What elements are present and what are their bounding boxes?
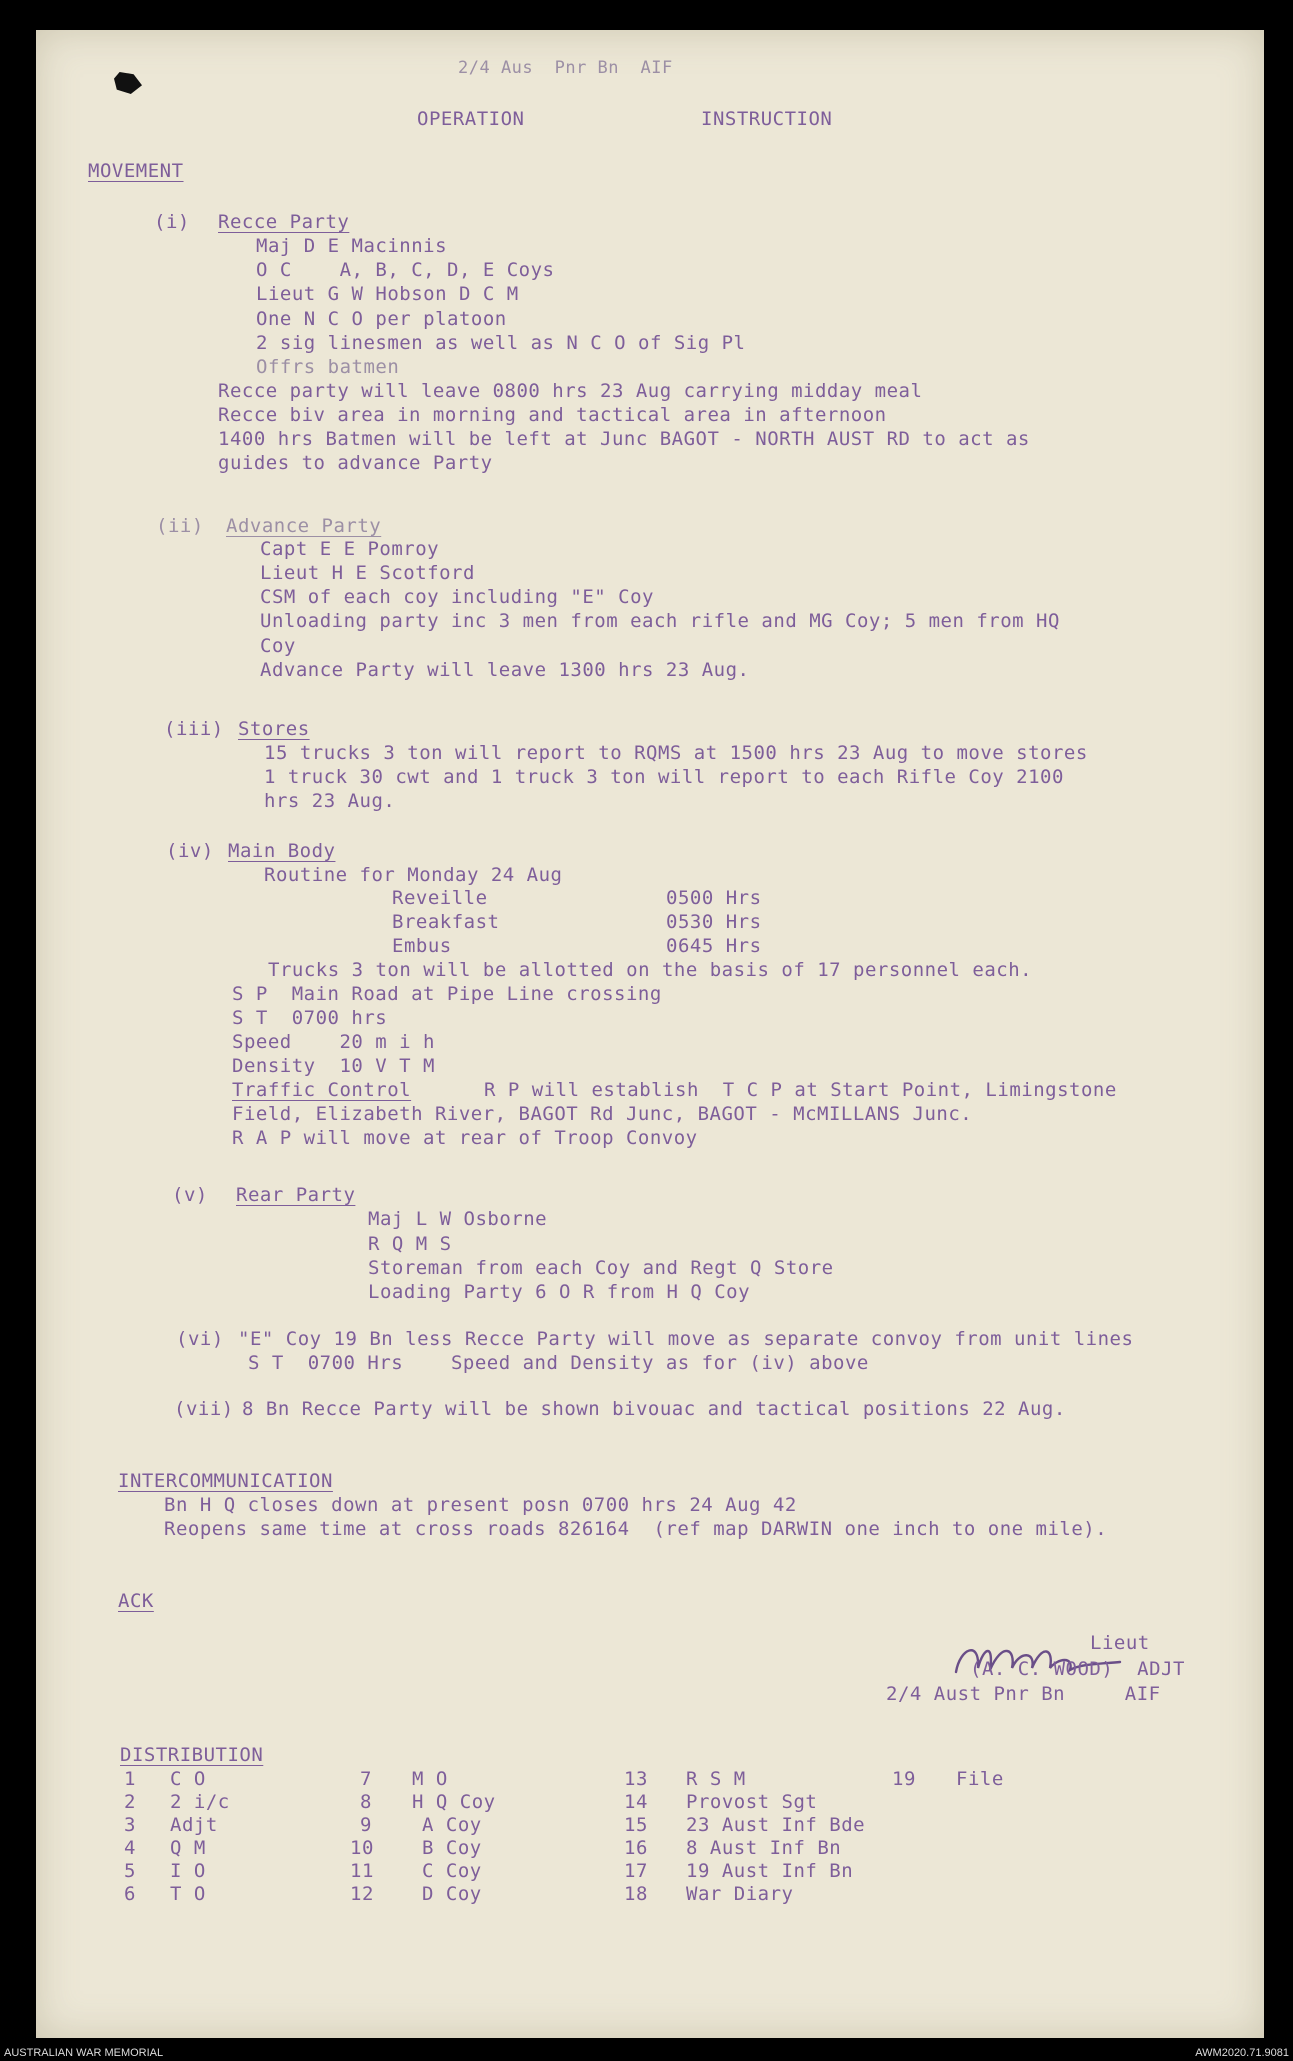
text-line: Capt E E Pomroy: [260, 538, 440, 560]
section-heading: Recce Party: [218, 211, 350, 233]
time-label: Embus: [392, 935, 452, 957]
section-number: (v): [172, 1184, 208, 1206]
section-number: (vi): [176, 1328, 224, 1350]
dist-recipient: A Coy: [422, 1814, 482, 1836]
dist-recipient: T O: [170, 1883, 206, 1905]
dist-number: 7: [360, 1768, 372, 1790]
section-heading: Stores: [238, 718, 310, 740]
dist-number: 16: [624, 1837, 648, 1859]
text-line: Advance Party will leave 1300 hrs 23 Aug.: [260, 659, 750, 681]
dist-recipient: War Diary: [686, 1883, 794, 1905]
text-line: 1 truck 30 cwt and 1 truck 3 ton will report to each Rifle Coy 2100: [264, 766, 1064, 788]
text-line: Field, Elizabeth River, BAGOT Rd Junc, BAGOT - McMILLANS Junc.: [232, 1103, 973, 1125]
dist-number: 6: [124, 1883, 136, 1905]
signature-name: (A. C. WOOD) ADJT: [970, 1658, 1185, 1680]
section-number: (ii): [156, 515, 204, 537]
dist-recipient: 23 Aust Inf Bde: [686, 1814, 866, 1836]
text-line: Storeman from each Coy and Regt Q Store: [368, 1257, 834, 1279]
dist-recipient: Q M: [170, 1837, 206, 1859]
dist-recipient: I O: [170, 1860, 206, 1882]
text-line: CSM of each coy including "E" Coy: [260, 586, 654, 608]
title-instruction: INSTRUCTION: [701, 108, 833, 130]
ack-label: ACK: [118, 1590, 154, 1612]
dist-number: 9: [360, 1814, 372, 1836]
unit-header: 2/4 Aus Pnr Bn AIF: [458, 58, 673, 78]
text-line: Lieut G W Hobson D C M: [256, 283, 519, 305]
intercom-heading: INTERCOMMUNICATION: [118, 1470, 333, 1492]
dist-recipient: C O: [170, 1768, 206, 1790]
text-line: 15 trucks 3 ton will report to RQMS at 1500 hrs 23 Aug to move stores: [264, 742, 1088, 764]
text-line: Offrs batmen: [256, 356, 400, 378]
text-line: 1400 hrs Batmen will be left at Junc BAGOT - NORTH AUST RD to act as: [218, 428, 1030, 450]
paper-tear-mark: [114, 72, 142, 94]
dist-number: 17: [624, 1860, 648, 1882]
section-number: (iv): [166, 840, 214, 862]
text-line: Recce party will leave 0800 hrs 23 Aug carrying midday meal: [218, 380, 923, 402]
time-value: 0645 Hrs: [666, 935, 762, 957]
text-line: Coy: [260, 635, 296, 657]
dist-number: 10: [350, 1837, 374, 1859]
section-number: (i): [154, 211, 190, 233]
dist-recipient: M O: [412, 1768, 448, 1790]
dist-number: 8: [360, 1791, 372, 1813]
dist-number: 12: [350, 1883, 374, 1905]
text-line: Maj L W Osborne: [368, 1208, 548, 1230]
text-line: Reopens same time at cross roads 826164 (ref map DARWIN one inch to one mile).: [164, 1518, 1108, 1540]
dist-recipient: 19 Aust Inf Bn: [686, 1860, 854, 1882]
title-operation: OPERATION: [417, 108, 525, 130]
section-heading: Main Body: [228, 840, 336, 862]
archive-credit: AUSTRALIAN WAR MEMORIAL: [4, 2047, 164, 2059]
text-line: R A P will move at rear of Troop Convoy: [232, 1127, 698, 1149]
text-line: Lieut H E Scotford: [260, 562, 475, 584]
text-line: R P will establish T C P at Start Point, Limingstone: [484, 1079, 1117, 1101]
text-line: 2 sig linesmen as well as N C O of Sig Pl: [256, 332, 746, 354]
archive-reference: AWM2020.71.9081: [1195, 2047, 1289, 2059]
dist-recipient: B Coy: [422, 1837, 482, 1859]
dist-number: 14: [624, 1791, 648, 1813]
dist-number: 19: [892, 1768, 916, 1790]
text-line: Unloading party inc 3 men from each rifle and MG Coy; 5 men from HQ: [260, 610, 1060, 632]
text-line: hrs 23 Aug.: [264, 790, 396, 812]
section-heading: Rear Party: [236, 1184, 356, 1206]
dist-recipient: D Coy: [422, 1883, 482, 1905]
text-line: One N C O per platoon: [256, 308, 507, 330]
text-line: Speed 20 m i h: [232, 1031, 435, 1053]
signature-unit: 2/4 Aust Pnr Bn AIF: [886, 1683, 1161, 1705]
text-line: O C A, B, C, D, E Coys: [256, 259, 555, 281]
movement-heading: MOVEMENT: [88, 160, 184, 182]
traffic-control-heading: Traffic Control: [232, 1079, 412, 1101]
text-line: 8 Bn Recce Party will be shown bivouac and tactical positions 22 Aug.: [242, 1398, 1066, 1420]
text-line: R Q M S: [368, 1233, 452, 1255]
section-heading: Advance Party: [226, 515, 382, 537]
signature-rank: Lieut: [1090, 1632, 1150, 1654]
dist-recipient: H Q Coy: [412, 1791, 496, 1813]
dist-number: 5: [124, 1860, 136, 1882]
text-line: Recce biv area in morning and tactical area in afternoon: [218, 404, 887, 426]
dist-number: 11: [350, 1860, 374, 1882]
text-line: S T 0700 hrs: [232, 1007, 388, 1029]
dist-number: 2: [124, 1791, 136, 1813]
dist-number: 15: [624, 1814, 648, 1836]
distribution-heading: DISTRIBUTION: [120, 1744, 264, 1766]
dist-number: 1: [124, 1768, 136, 1790]
dist-recipient: Provost Sgt: [686, 1791, 818, 1813]
time-value: 0530 Hrs: [666, 911, 762, 933]
text-line: Loading Party 6 O R from H Q Coy: [368, 1281, 751, 1303]
section-number: (vii): [174, 1398, 234, 1420]
time-value: 0500 Hrs: [666, 887, 762, 909]
dist-recipient: C Coy: [422, 1860, 482, 1882]
dist-recipient: R S M: [686, 1768, 746, 1790]
dist-recipient: Adjt: [170, 1814, 218, 1836]
routine-line: Routine for Monday 24 Aug: [264, 864, 563, 886]
dist-number: 18: [624, 1883, 648, 1905]
dist-recipient: 8 Aust Inf Bn: [686, 1837, 842, 1859]
text-line: "E" Coy 19 Bn less Recce Party will move as separate convoy from unit lines: [238, 1328, 1134, 1350]
time-label: Breakfast: [392, 911, 500, 933]
dist-recipient: 2 i/c: [170, 1791, 230, 1813]
text-line: S T 0700 Hrs Speed and Density as for (iv) above: [248, 1352, 869, 1374]
dist-number: 13: [624, 1768, 648, 1790]
text-line: Maj D E Macinnis: [256, 235, 448, 257]
text-line: guides to advance Party: [218, 452, 493, 474]
dist-number: 3: [124, 1814, 136, 1836]
text-line: Trucks 3 ton will be allotted on the basis of 17 personnel each.: [268, 959, 1033, 981]
text-line: Bn H Q closes down at present posn 0700 hrs 24 Aug 42: [164, 1494, 797, 1516]
dist-recipient: File: [956, 1768, 1004, 1790]
dist-number: 4: [124, 1837, 136, 1859]
text-line: Density 10 V T M: [232, 1055, 435, 1077]
document-page: [36, 30, 1264, 2038]
time-label: Reveille: [392, 887, 488, 909]
section-number: (iii): [164, 718, 224, 740]
text-line: S P Main Road at Pipe Line crossing: [232, 983, 662, 1005]
